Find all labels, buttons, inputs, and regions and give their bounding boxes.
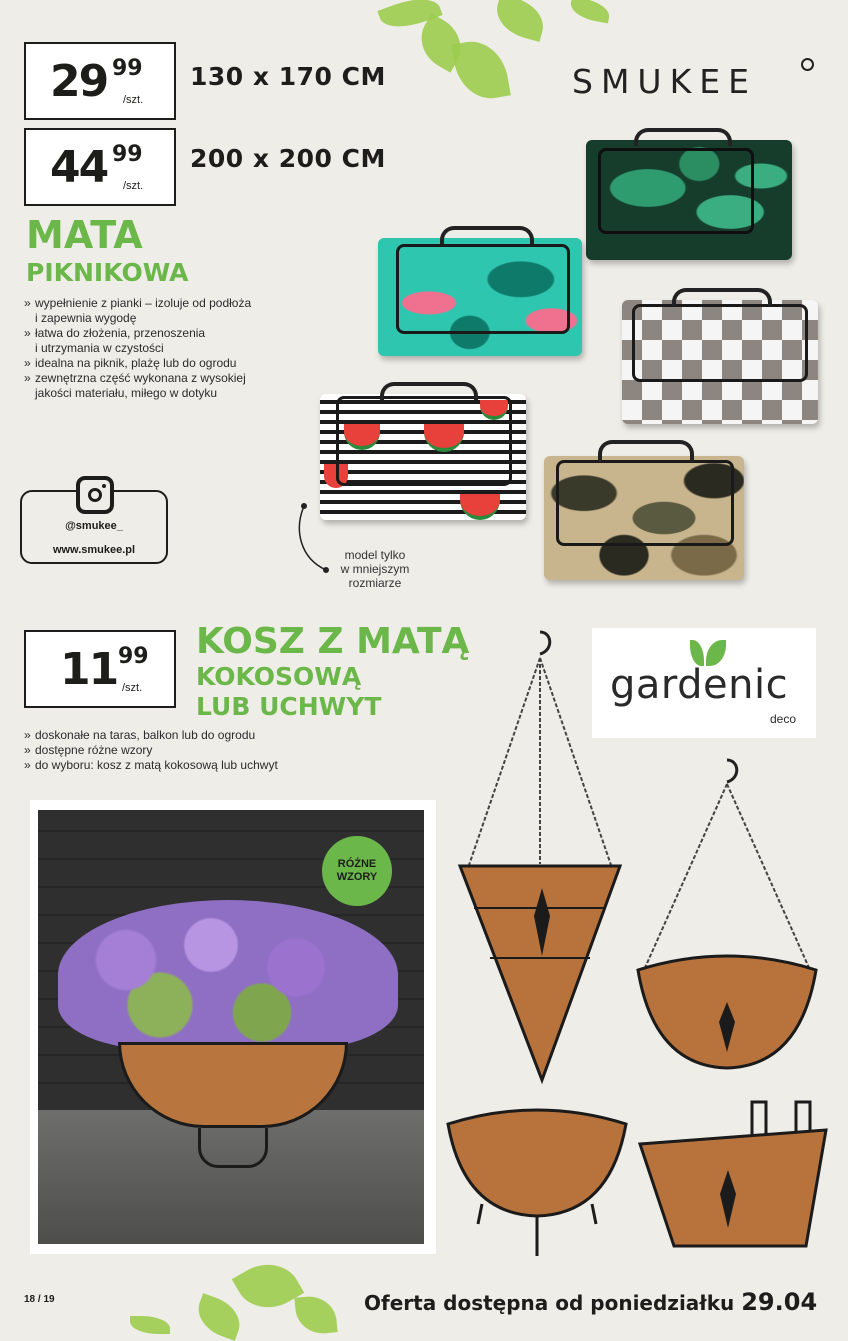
feature-item: » idealna na piknik, plażę lub do ogrodu <box>24 356 354 371</box>
price-cents: 99 <box>118 644 149 669</box>
offer-availability <box>364 1288 817 1316</box>
feature-item: » dostępne różne wzory <box>24 743 354 758</box>
product-features <box>24 296 354 401</box>
price-main: 29 <box>50 56 108 107</box>
feature-item: jakości materiału, miłego w dotyku <box>35 386 218 400</box>
mat-geometric <box>622 300 818 424</box>
feature-item: » łatwa do złożenia, przenoszenia <box>24 326 354 341</box>
mat-watermelon <box>320 394 526 520</box>
mat-green-leaves <box>586 140 792 260</box>
product-subtitle: KOKOSOWĄ <box>196 662 362 691</box>
price-tag-large <box>24 128 176 206</box>
product-subtitle: PIKNIKOWA <box>26 258 189 287</box>
size-label-large: 200 x 200 CM <box>190 144 386 173</box>
product-photo-frame <box>30 800 436 1254</box>
offer-date: 29.04 <box>741 1288 818 1316</box>
leaf-decoration <box>232 1251 304 1321</box>
feature-item: » do wyboru: kosz z matą kokosową lub uchwyt <box>24 758 354 773</box>
page-number: 18 / 19 <box>24 1294 55 1305</box>
badge-line: RÓŻNE <box>337 858 377 870</box>
mat-flamingo <box>378 238 582 356</box>
social-handle[interactable]: @smukee_ <box>65 520 123 532</box>
price-tag-small <box>24 42 176 120</box>
price-tag-basket <box>24 630 176 708</box>
leaf-decoration <box>569 0 612 23</box>
mat-flap <box>396 244 570 334</box>
price-main: 44 <box>50 142 108 193</box>
mat-flap <box>598 148 754 234</box>
feature-item: i zapewnia wygodę <box>35 311 137 325</box>
standing-basket-round <box>442 1104 632 1264</box>
social-site[interactable]: www.smukee.pl <box>52 544 136 556</box>
wall-basket-square <box>636 1096 832 1256</box>
mat-flap <box>336 396 512 486</box>
size-label-small: 130 x 170 CM <box>190 62 386 91</box>
feature-item: » doskonałe na taras, balkon lub do ogrodu <box>24 728 354 743</box>
watermelon-slice <box>460 494 500 520</box>
product-title: KOSZ Z MATĄ <box>196 621 470 662</box>
mat-handle <box>598 440 694 462</box>
offer-text: Oferta dostępna od poniedziałku <box>364 1291 735 1315</box>
flowers <box>58 900 398 1050</box>
size-note <box>330 548 420 590</box>
instagram-icon[interactable] <box>76 476 114 514</box>
variants-badge <box>322 836 392 906</box>
brand-logo-smukee: SMUKEE <box>572 62 757 101</box>
leaf-decoration <box>130 1316 170 1334</box>
brand-logo-dot-icon <box>801 58 814 71</box>
mat-handle <box>440 226 534 244</box>
leaf-decoration <box>491 0 549 42</box>
price-unit: /szt. <box>123 94 144 106</box>
mat-handle <box>634 128 732 146</box>
mat-flap <box>556 460 734 546</box>
basket-stand <box>198 1128 268 1168</box>
feature-item: i utrzymania w czystości <box>35 341 164 355</box>
size-note-line: rozmiarze <box>348 576 402 590</box>
feature-item: » wypełnienie z pianki – izoluje od podłoża <box>24 296 354 311</box>
leaf-decoration <box>451 36 511 104</box>
size-note-line: model tylko <box>344 548 406 562</box>
badge-line: WZORY <box>336 871 378 883</box>
feature-item: » zewnętrzna część wykonana z wysokiej <box>24 371 354 386</box>
product-features <box>24 728 354 773</box>
mat-handle <box>380 382 478 400</box>
hanging-basket-round <box>632 756 822 1076</box>
price-cents: 99 <box>112 142 143 167</box>
brand-name: gardenic <box>610 662 789 708</box>
price-cents: 99 <box>112 56 143 81</box>
brand-sub: deco <box>770 712 797 726</box>
product-subtitle: LUB UCHWYT <box>196 692 382 721</box>
price-unit: /szt. <box>123 180 144 192</box>
hanging-basket-cone <box>450 628 630 1088</box>
mat-handle <box>672 288 772 306</box>
price-unit: /szt. <box>122 682 143 694</box>
leaf-decoration <box>294 1294 337 1335</box>
mat-camo <box>544 456 744 580</box>
price-main: 11 <box>60 644 118 695</box>
mat-flap <box>632 304 808 382</box>
size-note-line: w mniejszym <box>340 562 410 576</box>
product-title: MATA <box>26 213 143 257</box>
